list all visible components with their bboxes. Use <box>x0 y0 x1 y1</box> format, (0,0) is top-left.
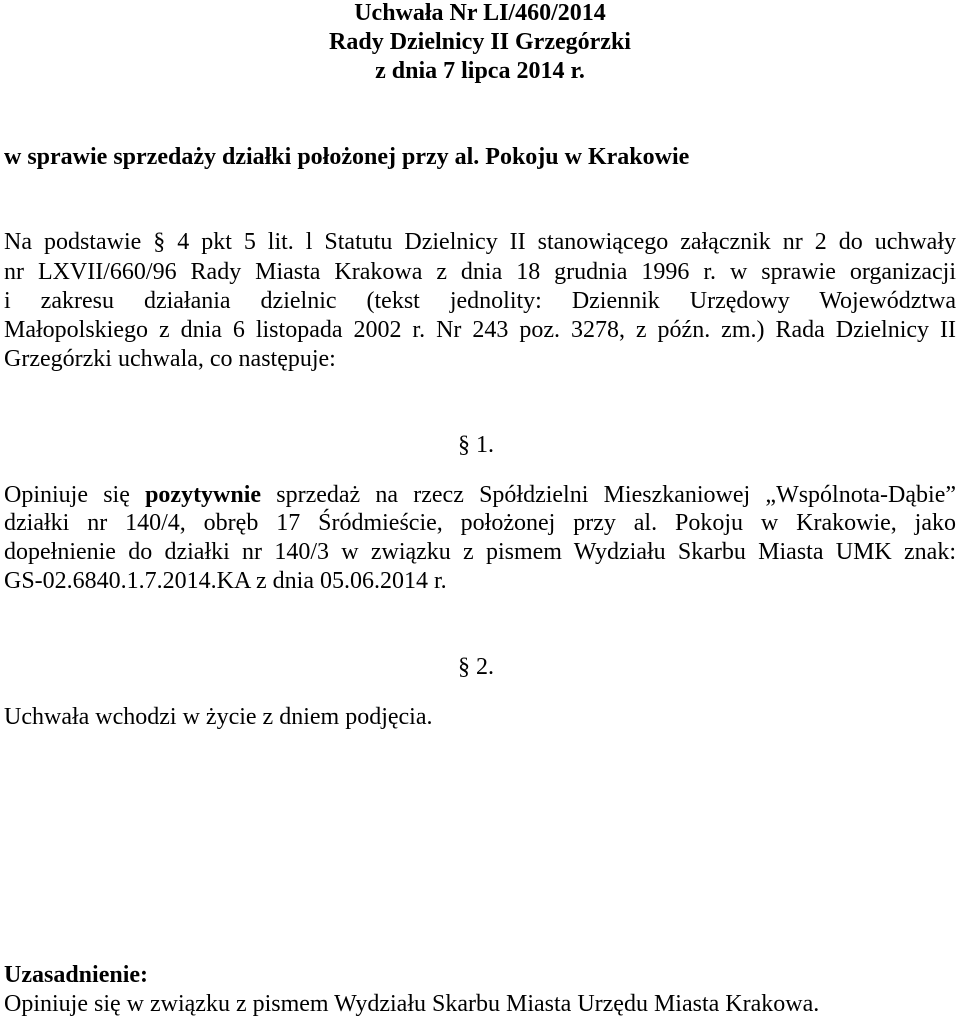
justification-heading: Uzasadnienie: <box>4 962 148 988</box>
resolution-date: z dnia 7 lipca 2014 r. <box>375 58 585 84</box>
legal-basis-line: i zakresu działania dzielnic (tekst jednolity: Dziennik Urzędowy Województwa <box>4 288 956 314</box>
section-1-line: działki nr 140/4, obręb 17 Śródmieście, położonej przy al. Pokoju w Krakowie, jako <box>4 510 956 536</box>
justification-text: Opiniuje się w związku z pismem Wydziału Skarbu Miasta Urzędu Miasta Krakowa. <box>4 991 820 1017</box>
resolution-title: Uchwała Nr LI/460/2014 <box>354 0 606 26</box>
section-1-text: sprzedaż na rzecz Spółdzielni Mieszkaniowej „Wspólnota-Dąbie” <box>261 482 956 508</box>
legal-basis-line: nr LXVII/660/96 Rady Miasta Krakowa z dnia 18 grudnia 1996 r. w sprawie organizacji <box>4 259 956 285</box>
emphasis-positive: pozytywnie <box>145 482 262 508</box>
section-1-line <box>4 480 956 510</box>
section-1-text: Opiniuje się <box>4 482 146 508</box>
council-name: Rady Dzielnicy II Grzegórzki <box>329 29 631 55</box>
resolution-subject: w sprawie sprzedaży działki położonej przy al. Pokoju w Krakowie <box>4 144 690 170</box>
section-2-text: Uchwała wchodzi w życie z dniem podjęcia. <box>4 704 433 730</box>
legal-basis-line: Małopolskiego z dnia 6 listopada 2002 r. Nr 243 poz. 3278, z późn. zm.) Rada Dzielnicy II <box>4 317 956 343</box>
legal-basis-line: Na podstawie § 4 pkt 5 lit. l Statutu Dzielnicy II stanowiącego załącznik nr 2 do uchwały <box>4 229 956 255</box>
section-1-line: dopełnienie do działki nr 140/3 w związku z pismem Wydziału Skarbu Miasta UMK znak: <box>4 539 956 565</box>
legal-basis-line: Grzegórzki uchwala, co następuje: <box>4 346 336 372</box>
section-2-number: § 2. <box>458 654 494 680</box>
section-1-number: § 1. <box>458 432 494 458</box>
section-1-line: GS-02.6840.1.7.2014.KA z dnia 05.06.2014 r. <box>4 568 447 594</box>
